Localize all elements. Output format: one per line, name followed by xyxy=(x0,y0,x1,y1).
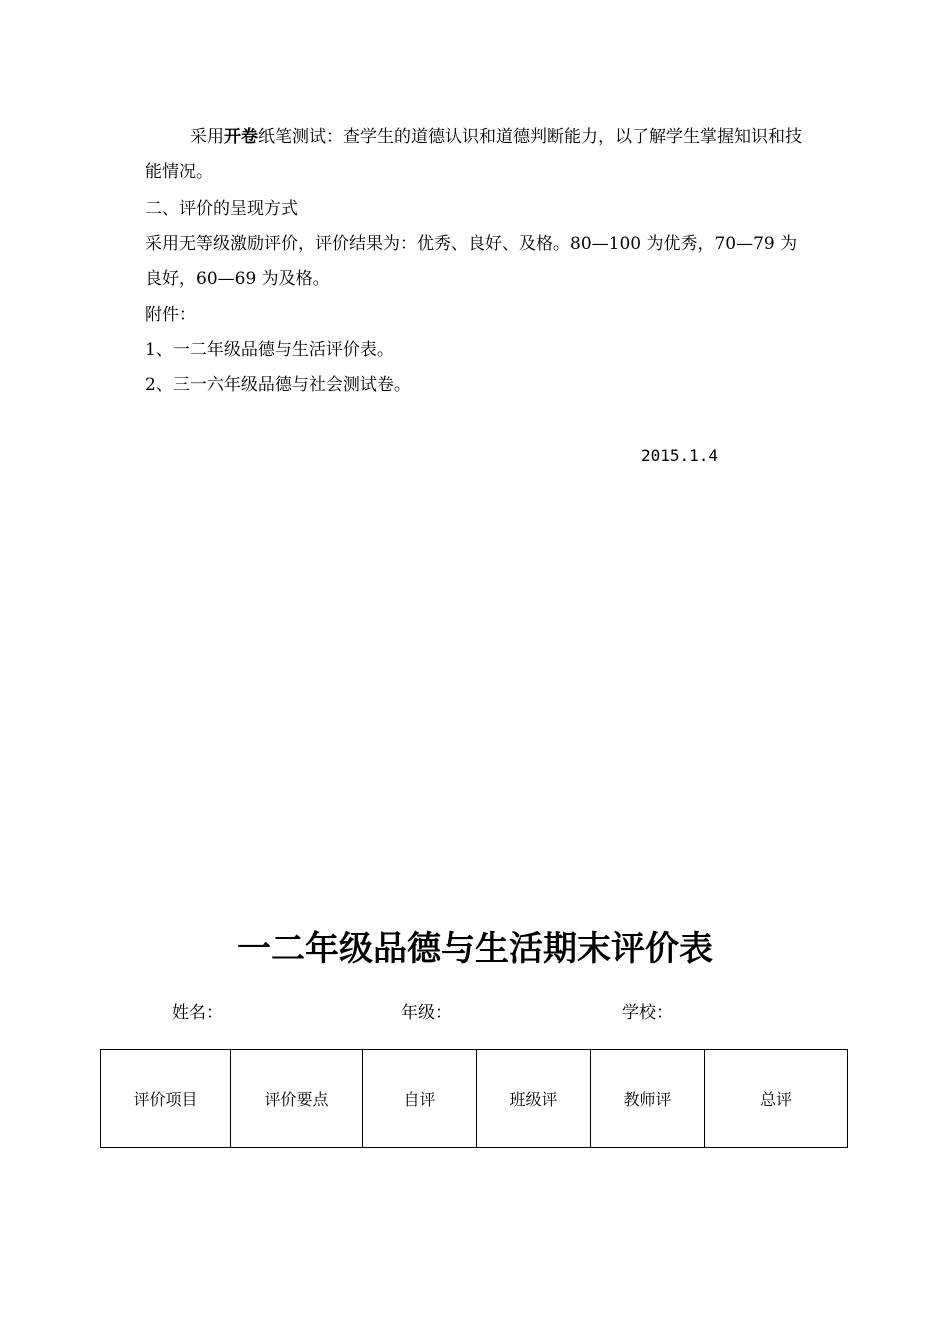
attachment-item-2: 2、三一六年级品德与社会测试卷。 xyxy=(145,375,411,395)
paragraph-exam-method-pre: 采用 xyxy=(190,127,224,147)
grade-label: 年级： xyxy=(401,1003,452,1023)
table-header-cell: 评价要点 xyxy=(231,1050,363,1148)
paragraph-exam-method-bold: 开卷 xyxy=(224,127,258,147)
paragraph-grading: 采用无等级激励评价，评价结果为：优秀、良好、及格。80—100 为优秀，70—79 为良好，60—69 为及格。 xyxy=(145,234,798,289)
evaluation-table xyxy=(100,1049,848,1148)
form-title: 一二年级品德与生活期末评价表 xyxy=(237,929,713,969)
paragraph-exam-method xyxy=(145,120,810,190)
name-label: 姓名： xyxy=(172,1003,223,1023)
paragraph-exam-method-post: 纸笔测试：查学生的道德认识和道德判断能力，以了解学生掌握知识和技能情况。 xyxy=(145,127,802,182)
table-header-cell: 评价项目 xyxy=(101,1050,231,1148)
attachment-item-1: 1、一二年级品德与生活评价表。 xyxy=(145,340,394,360)
document-date: 2015.1.4 xyxy=(641,446,719,465)
attachments-heading: 附件： xyxy=(145,305,196,325)
table-header-cell: 总评 xyxy=(705,1050,848,1148)
section-heading-presentation: 二、评价的呈现方式 xyxy=(145,199,298,219)
table-header-cell: 自评 xyxy=(363,1050,477,1148)
table-header-cell: 班级评 xyxy=(477,1050,591,1148)
table-header-cell: 教师评 xyxy=(591,1050,705,1148)
table-header-row xyxy=(101,1050,848,1148)
school-label: 学校： xyxy=(622,1003,673,1023)
